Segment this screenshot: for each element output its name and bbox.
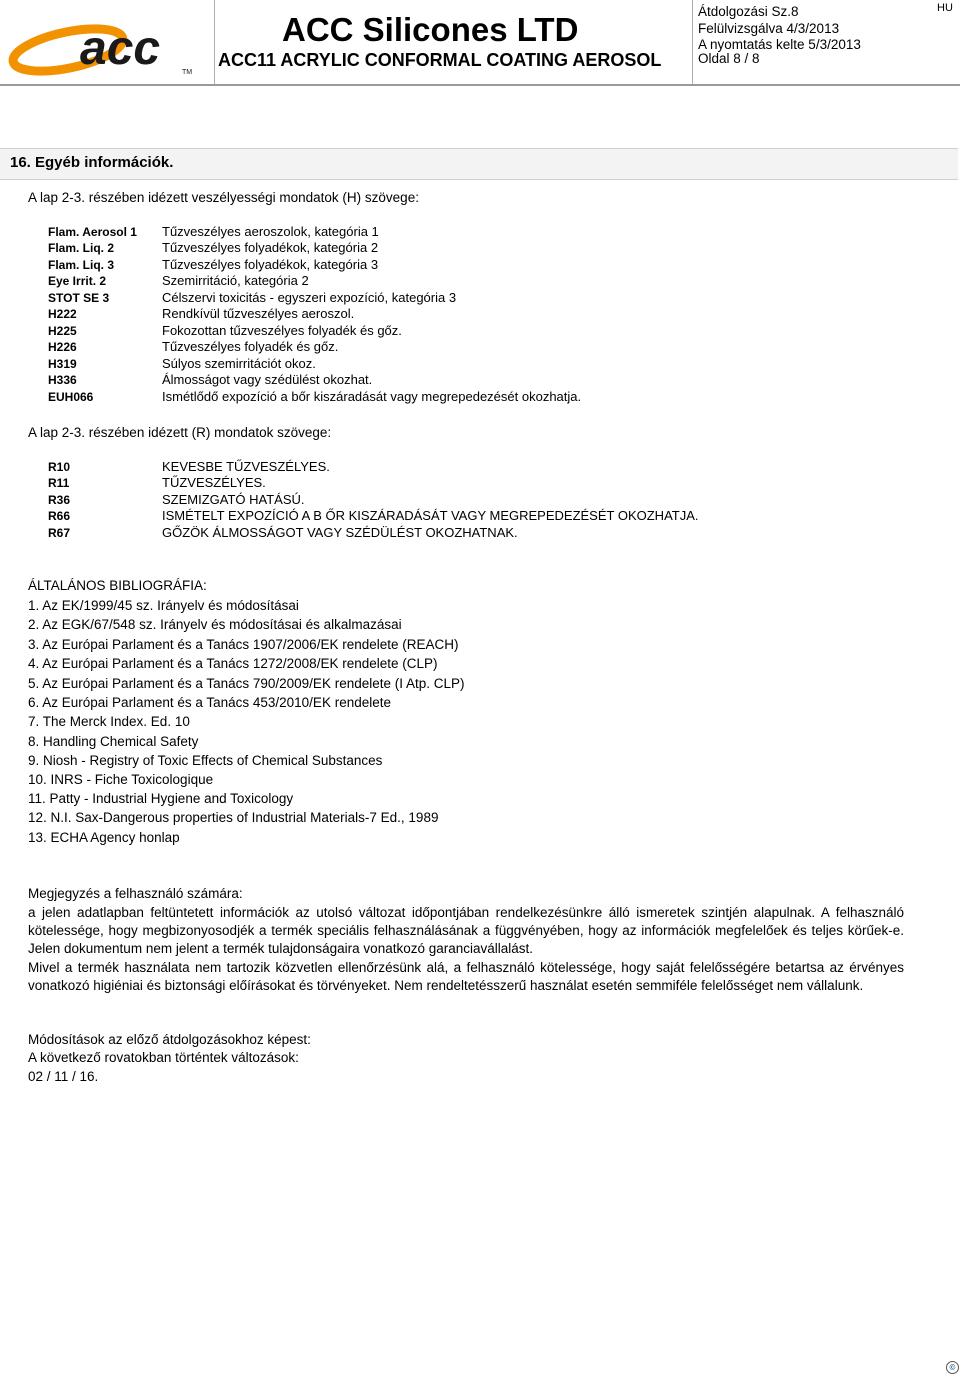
h-statement-code: STOT SE 3 bbox=[48, 291, 110, 305]
bibliography-item: 13. ECHA Agency honlap bbox=[28, 830, 180, 845]
h-statement-code: Eye Irrit. 2 bbox=[48, 274, 107, 288]
bibliography-item: 6. Az Európai Parlament és a Tanács 453/2010/EK rendelete bbox=[28, 695, 391, 710]
user-note-paragraph: a jelen adatlapban feltüntetett információk az utolsó változat időpontjában rendelkezésünkre álló ismeretek szintjén alapulnak. A felhasználó kötelessége, hogy megbizonyosodjék a termék speciális felhasználásának a függvényében, hogy az információk megfelelőek és teljes körűek-e. Jelen dokumentum nem jelent a termék tulajdonságaira vonatkozó garanciavállalást. bbox=[28, 905, 904, 956]
bibliography-item: 12. N.I. Sax-Dangerous properties of Industrial Materials-7 Ed., 1989 bbox=[28, 810, 439, 825]
h-statement-code: Flam. Liq. 3 bbox=[48, 258, 115, 272]
page-number: Oldal 8 / 8 bbox=[698, 51, 760, 66]
h-statement-text: Rendkívül tűzveszélyes aeroszol. bbox=[162, 306, 355, 321]
bibliography-title: ÁLTALÁNOS BIBLIOGRÁFIA: bbox=[28, 578, 207, 593]
h-statement-text: Súlyos szemirritációt okoz. bbox=[162, 356, 316, 371]
h-statement-text: Szemirritáció, kategória 2 bbox=[162, 273, 309, 288]
bibliography-item: 11. Patty - Industrial Hygiene and Toxicology bbox=[28, 791, 294, 806]
document-header bbox=[0, 0, 960, 86]
h-statement-code: Flam. Aerosol 1 bbox=[48, 225, 137, 239]
h-statement-code: H336 bbox=[48, 373, 77, 387]
h-statement-code: H225 bbox=[48, 324, 77, 338]
r-statement-text: TŰZVESZÉLYES. bbox=[162, 475, 266, 490]
r-statements-intro: A lap 2-3. részében idézett (R) mondatok szövege: bbox=[28, 425, 332, 440]
section-title: 16. Egyéb információk. bbox=[10, 154, 174, 171]
changes-subtitle: A következő rovatokban történtek változások: bbox=[28, 1050, 299, 1065]
h-statement-text: Ismétlődő expozíció a bőr kiszáradását vagy megrepedezését okozhatja. bbox=[162, 389, 582, 404]
bibliography-item: 8. Handling Chemical Safety bbox=[28, 734, 199, 749]
h-statement-text: Tűzveszélyes folyadék és gőz. bbox=[162, 339, 339, 354]
h-statement-text: Fokozottan tűzveszélyes folyadék és gőz. bbox=[162, 323, 402, 338]
acc-logo bbox=[6, 10, 206, 76]
review-date: Felülvizsgálva 4/3/2013 bbox=[698, 21, 840, 36]
r-statement-code: R36 bbox=[48, 493, 71, 507]
bibliography-item: 10. INRS - Fiche Toxicologique bbox=[28, 772, 214, 787]
changes-title: Módosítások az előző átdolgozásokhoz képest: bbox=[28, 1032, 311, 1047]
header-rule bbox=[0, 84, 960, 86]
user-note-paragraph: Mivel a termék használata nem tartozik közvetlen ellenőrzésünk alá, a felhasználó kötelessége, hogy saját felelősségére betartsa az érvényes vonatkozó higiéniai és biztonsági előírásokat és törvényeket. Nem rendeltetésszerű használat esetén semmiféle felelősséget nem vállalunk. bbox=[28, 960, 904, 993]
r-statement-text: ISMÉTELT EXPOZÍCIÓ A B ŐR KISZÁRADÁSÁT VAGY MEGREPEDEZÉSÉT OKOZHATJA. bbox=[162, 508, 699, 523]
print-date: A nyomtatás kelte 5/3/2013 bbox=[698, 37, 861, 52]
header-divider bbox=[692, 0, 693, 84]
copyright-icon: © bbox=[946, 1361, 959, 1374]
changed-sections: 02 / 11 / 16. bbox=[28, 1069, 99, 1084]
section-header-bar bbox=[0, 148, 958, 180]
bibliography-item: 1. Az EK/1999/45 sz. Irányelv és módosításai bbox=[28, 598, 299, 613]
h-statement-text: Célszervi toxicitás - egyszeri expozíció, kategória 3 bbox=[162, 290, 457, 305]
h-statement-code: H226 bbox=[48, 340, 77, 354]
product-name: ACC11 ACRYLIC CONFORMAL COATING AEROSOL bbox=[218, 50, 662, 70]
logo-trademark: TM bbox=[182, 69, 193, 76]
h-statement-code: H319 bbox=[48, 357, 77, 371]
company-name: ACC Silicones LTD bbox=[282, 11, 579, 48]
bibliography-item: 3. Az Európai Parlament és a Tanács 1907/2006/EK rendelete (REACH) bbox=[28, 637, 459, 652]
bibliography-item: 2. Az EGK/67/548 sz. Irányelv és módosításai és alkalmazásai bbox=[28, 617, 402, 632]
r-statement-code: R10 bbox=[48, 460, 71, 474]
bibliography-item: 4. Az Európai Parlament és a Tanács 1272/2008/EK rendelete (CLP) bbox=[28, 656, 438, 671]
r-statement-text: SZEMIZGATÓ HATÁSÚ. bbox=[162, 492, 305, 507]
bibliography-item: 7. The Merck Index. Ed. 10 bbox=[28, 714, 190, 729]
h-statement-text: Tűzveszélyes folyadékok, kategória 3 bbox=[162, 257, 379, 272]
h-statement-text: Álmosságot vagy szédülést okozhat. bbox=[162, 372, 373, 387]
r-statement-code: R11 bbox=[48, 476, 70, 490]
bibliography-item: 9. Niosh - Registry of Toxic Effects of Chemical Substances bbox=[28, 753, 383, 768]
bibliography-item: 5. Az Európai Parlament és a Tanács 790/2009/EK rendelete (I Atp. CLP) bbox=[28, 676, 465, 691]
h-statement-code: Flam. Liq. 2 bbox=[48, 241, 115, 255]
h-statement-text: Tűzveszélyes folyadékok, kategória 2 bbox=[162, 240, 379, 255]
user-note-title: Megjegyzés a felhasználó számára: bbox=[28, 886, 243, 901]
logo-wordmark: acc bbox=[80, 22, 161, 75]
h-statement-code: EUH066 bbox=[48, 390, 94, 404]
r-statement-code: R66 bbox=[48, 509, 71, 523]
r-statement-text: GŐZÖK ÁLMOSSÁGOT VAGY SZÉDÜLÉST OKOZHATNAK. bbox=[162, 525, 518, 540]
header-divider bbox=[214, 0, 215, 84]
r-statement-code: R67 bbox=[48, 526, 71, 540]
revision-number: Átdolgozási Sz.8 bbox=[698, 4, 799, 19]
h-statement-code: H222 bbox=[48, 307, 77, 321]
r-statement-text: KEVESBE TŰZVESZÉLYES. bbox=[162, 459, 330, 474]
language-code: HU bbox=[937, 2, 953, 14]
h-statements-intro: A lap 2-3. részében idézett veszélyességi mondatok (H) szövege: bbox=[28, 190, 419, 205]
h-statement-text: Tűzveszélyes aeroszolok, kategória 1 bbox=[162, 224, 379, 239]
